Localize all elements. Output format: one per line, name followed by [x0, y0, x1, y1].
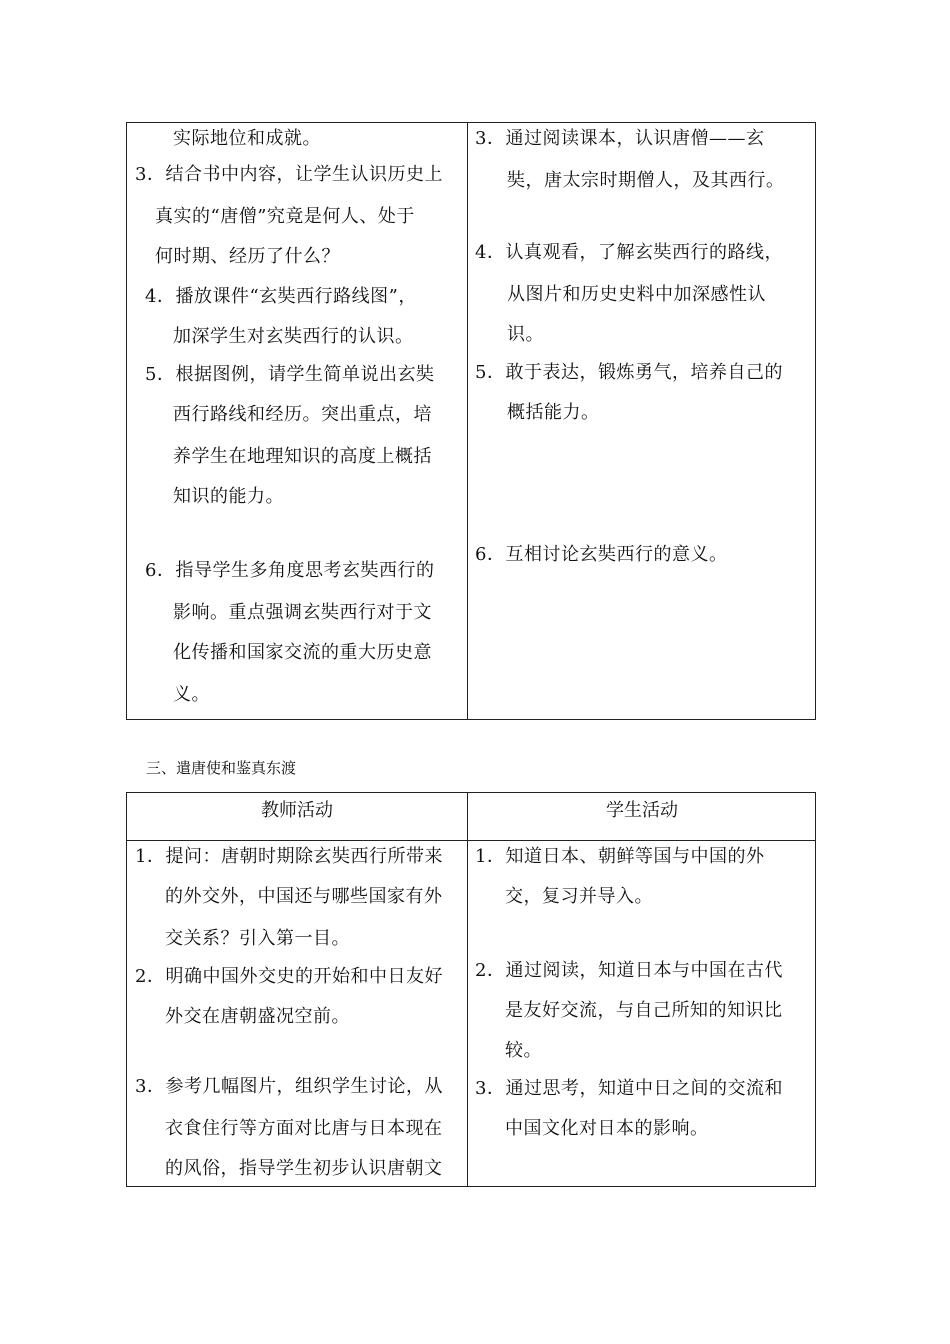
teacher-line: 的风俗，指导学生初步认识唐朝文	[165, 1158, 443, 1179]
section-title: 三、遣唐使和鉴真东渡	[146, 759, 297, 777]
student-line: 2．通过阅读，知道日本与中国在古代	[475, 960, 783, 981]
student-line: 从图片和历史史料中加深感性认	[507, 284, 766, 305]
header-student-activity: 学生活动	[606, 800, 678, 821]
student-line: 识。	[507, 324, 544, 345]
header-divider	[127, 840, 815, 841]
teacher-line: 2．明确中国外交史的开始和中日友好	[135, 966, 443, 987]
teacher-line: 5．根据图例，请学生简单说出玄奘	[145, 364, 435, 385]
teacher-line: 实际地位和成就。	[173, 128, 321, 149]
teacher-line: 外交在唐朝盛况空前。	[165, 1006, 350, 1027]
student-line: 5．敢于表达，锻炼勇气，培养自己的	[475, 362, 783, 383]
teacher-line: 加深学生对玄奘西行的认识。	[173, 326, 414, 347]
teacher-line: 真实的“唐僧”究竟是何人、处于	[155, 206, 415, 227]
teacher-line: 衣食住行等方面对比唐与日本现在	[165, 1118, 443, 1139]
student-line: 较。	[505, 1040, 542, 1061]
teacher-line: 交关系？引入第一目。	[165, 928, 350, 949]
teacher-line: 3．参考几幅图片，组织学生讨论，从	[135, 1076, 443, 1097]
student-line: 奘，唐太宗时期僧人，及其西行。	[507, 170, 785, 191]
header-teacher-activity: 教师活动	[261, 800, 333, 821]
teacher-line: 4．播放课件“玄奘西行路线图”，	[145, 286, 417, 307]
teacher-line: 1．提问：唐朝时期除玄奘西行所带来	[135, 846, 443, 867]
teacher-line: 知识的能力。	[173, 486, 284, 507]
teacher-line: 影响。重点强调玄奘西行对于文	[173, 602, 432, 623]
student-line: 3．通过阅读课本，认识唐僧——玄	[475, 128, 765, 149]
teacher-line: 3．结合书中内容，让学生认识历史上	[135, 164, 443, 185]
activity-table-tang-envoys	[126, 792, 816, 1187]
student-line: 交，复习并导入。	[505, 886, 653, 907]
student-line: 3．通过思考，知道中日之间的交流和	[475, 1078, 783, 1099]
student-line: 中国文化对日本的影响。	[505, 1118, 709, 1139]
student-line: 概括能力。	[507, 402, 600, 423]
student-line: 1．知道日本、朝鲜等国与中国的外	[475, 846, 765, 867]
teacher-line: 的外交外，中国还与哪些国家有外	[165, 886, 443, 907]
student-line: 6．互相讨论玄奘西行的意义。	[475, 544, 728, 565]
column-divider	[467, 793, 468, 1186]
teacher-line: 西行路线和经历。突出重点，培	[173, 404, 432, 425]
teacher-line: 养学生在地理知识的高度上概括	[173, 446, 432, 467]
activity-table-continued	[126, 122, 816, 720]
teacher-line: 义。	[173, 684, 210, 705]
teacher-line: 何时期、经历了什么？	[155, 246, 340, 267]
teacher-line: 化传播和国家交流的重大历史意	[173, 642, 432, 663]
student-line: 是友好交流，与自己所知的知识比	[505, 1000, 783, 1021]
teacher-line: 6．指导学生多角度思考玄奘西行的	[145, 560, 435, 581]
student-line: 4．认真观看，了解玄奘西行的路线，	[475, 242, 783, 263]
column-divider	[467, 123, 468, 719]
